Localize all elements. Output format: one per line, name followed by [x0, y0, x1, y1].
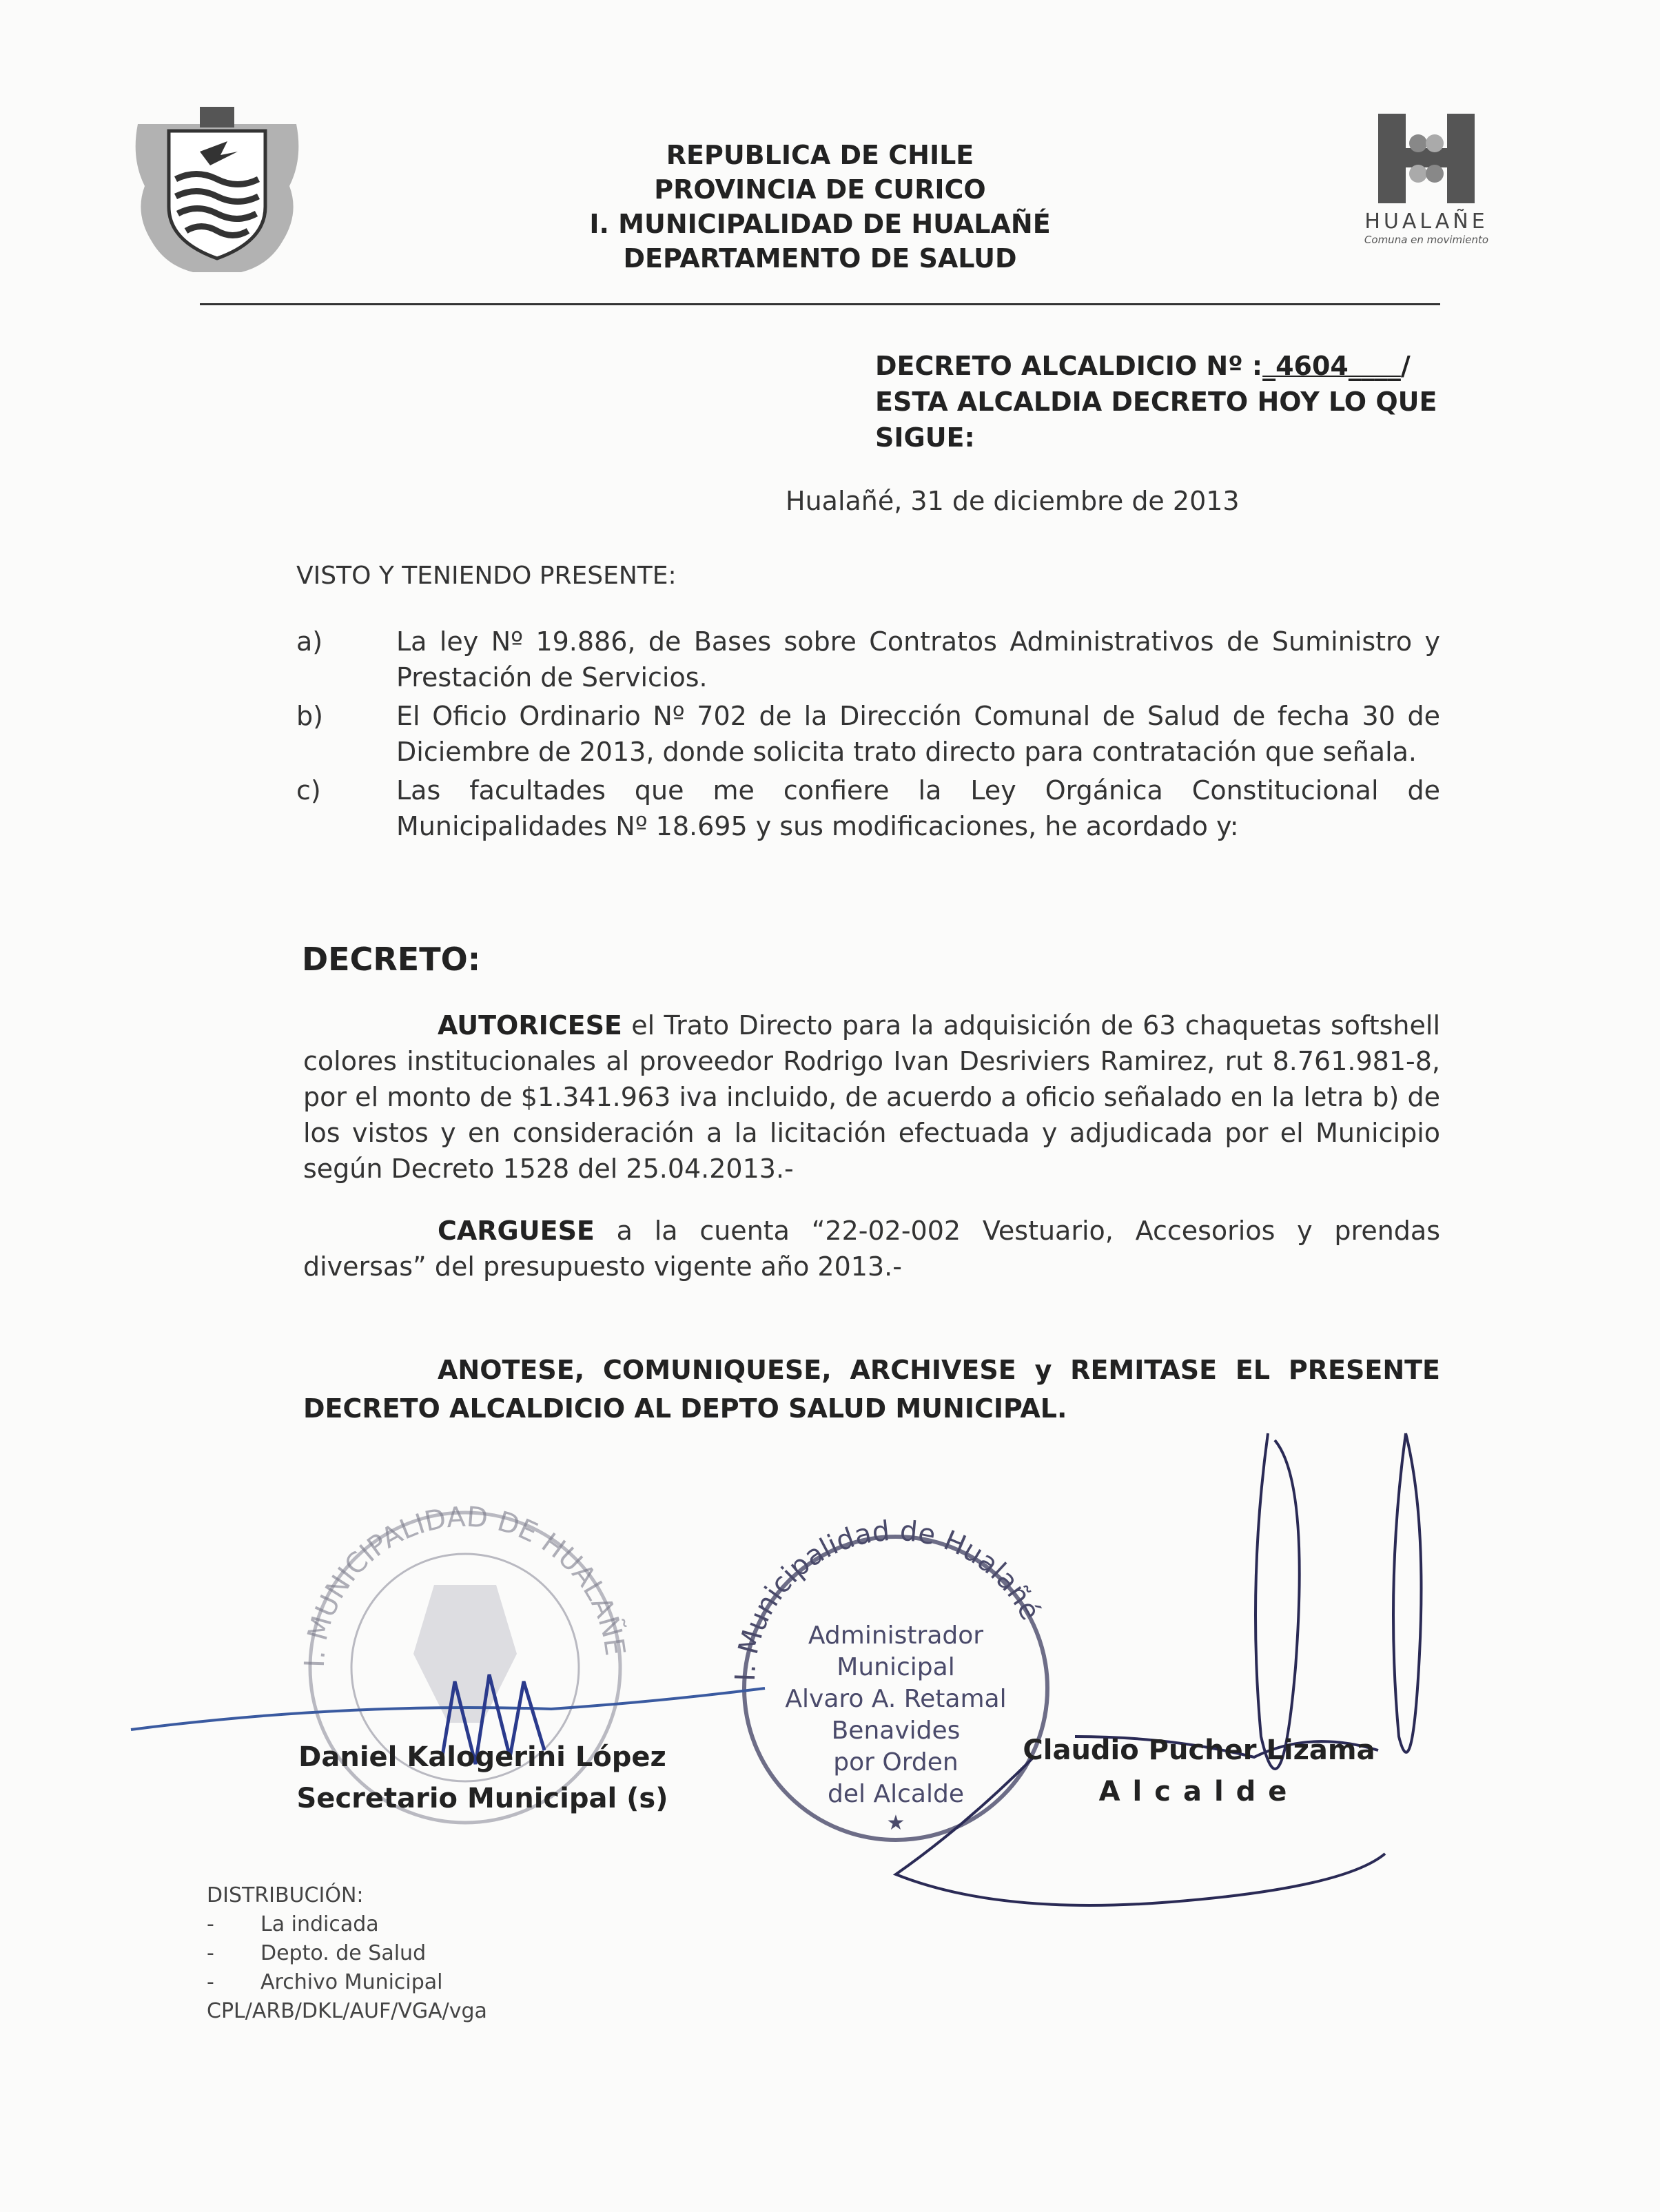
signer-title: Alcalde — [1098, 1776, 1300, 1808]
logo-tagline: Comuna en movimiento — [1364, 234, 1489, 246]
hualane-logo — [1351, 110, 1502, 255]
signer-name: Claudio Pucher Lizama — [1023, 1734, 1375, 1766]
signer-title: Secretario Municipal (s) — [296, 1783, 668, 1814]
visto-heading: VISTO Y TENIENDO PRESENTE: — [296, 562, 677, 590]
mayor-signature-block — [1006, 1730, 1392, 1812]
distribution-heading: DISTRIBUCIÓN: — [207, 1883, 364, 1907]
item-letter: a) — [296, 626, 323, 657]
item-text: El Oficio Ordinario Nº 702 de la Dirección Comunal de Salud de fecha 30 de Diciembre de 2013, donde solicita trato directo para contratación que señala. — [396, 701, 1440, 767]
secretary-signature-block — [276, 1737, 689, 1819]
seal-line: por Orden — [833, 1748, 959, 1776]
distribution-item: Archivo Municipal — [260, 1970, 443, 1994]
item-text: Las facultades que me confiere la Ley Orgánica Constitucional de Municipalidades Nº 18.695 y sus modificaciones, he acordado y: — [396, 775, 1440, 841]
distribution-item: Depto. de Salud — [260, 1941, 427, 1965]
decree-label: DECRETO ALCALDICIO Nº : — [875, 351, 1263, 381]
closing-statement — [303, 1351, 1440, 1428]
charge-paragraph — [303, 1213, 1440, 1284]
administrator-seal-ring-text: I. Municipalidad de Hualañé — [729, 1515, 1047, 1682]
decree-heading — [875, 348, 1495, 455]
decree-line: SIGUE: — [875, 422, 975, 453]
paragraph-keyword: CARGUESE — [438, 1216, 595, 1246]
decreto-title: DECRETO: — [302, 941, 481, 978]
paragraph-text: el Trato Directo para la adquisición de 63 chaquetas softshell colores institucionales al proveedor Rodrigo Ivan Desriviers Ramirez, rut 8.761.981-8, por el monto de $1.341.963 iva incluido, de acuerdo a oficio señalado en la letra b) de los vistos y en consideración a la licitación efectuada y adjudicada por el Municipio según Decreto 1528 del 25.04.2013.- — [303, 1010, 1440, 1184]
administrator-seal — [744, 1537, 1047, 1840]
item-letter: b) — [296, 701, 323, 731]
item-letter: c) — [296, 775, 321, 806]
hualane-h-icon — [1371, 110, 1482, 207]
signature-line-icon — [131, 1688, 765, 1730]
list-item — [296, 698, 1440, 770]
place-date: Hualañé, 31 de diciembre de 2013 — [786, 486, 1240, 516]
secretary-seal-ring-text: I. MUNICIPALIDAD DE HUALAÑE — [298, 1501, 631, 1668]
closing-text: ANOTESE, COMUNIQUESE, ARCHIVESE y REMITASE EL PRESENTE DECRETO ALCALDICIO AL DEPTO SALUD MUNICIPAL. — [303, 1355, 1440, 1424]
municipal-crest-logo — [124, 103, 310, 283]
seal-line: Municipal — [837, 1653, 955, 1681]
list-item: - Archivo Municipal — [207, 1970, 443, 1994]
considerations-list — [296, 624, 1440, 847]
signer-name: Daniel Kalogerini López — [298, 1741, 666, 1773]
seal-line: del Alcalde — [828, 1780, 964, 1808]
list-item: - Depto. de Salud — [207, 1941, 427, 1965]
header-line: PROVINCIA DE CURICO — [654, 174, 986, 205]
paragraph-text: a la cuenta “22-02-002 Vestuario, Accesorios y prendas diversas” del presupuesto vigente año 2013.- — [303, 1216, 1440, 1282]
star-icon: ★ — [886, 1811, 905, 1835]
mayor-signature-icon — [1256, 1433, 1300, 1769]
distribution-item: La indicada — [260, 1912, 379, 1936]
authorization-paragraph — [303, 1007, 1440, 1187]
decree-slash: / — [1400, 351, 1411, 381]
distribution-block — [207, 1881, 487, 2026]
header-line: I. MUNICIPALIDAD DE HUALAÑÉ — [589, 209, 1051, 239]
list-item — [296, 772, 1440, 844]
item-text: La ley Nº 19.886, de Bases sobre Contratos Administrativos de Suministro y Prestación de Servicios. — [396, 626, 1440, 693]
paragraph-keyword: AUTORICESE — [438, 1010, 622, 1041]
seal-line: Administrador — [808, 1621, 984, 1650]
initials: CPL/ARB/DKL/AUF/VGA/vga — [207, 1999, 487, 2023]
seal-line: Alvaro A. Retamal — [785, 1685, 1007, 1713]
header-line: REPUBLICA DE CHILE — [666, 140, 974, 170]
administrator-seal-lines — [785, 1621, 1006, 1808]
decree-number: _4604____ — [1262, 351, 1401, 381]
logo-name: HUALAÑE — [1364, 209, 1488, 234]
header-divider — [200, 303, 1440, 305]
decree-line: ESTA ALCALDIA DECRETO HOY LO QUE — [875, 387, 1437, 417]
list-item — [296, 624, 1440, 695]
institution-header — [482, 138, 1158, 276]
seal-line: Benavides — [831, 1717, 961, 1745]
header-line: DEPARTAMENTO DE SALUD — [623, 243, 1017, 274]
list-item: - La indicada — [207, 1912, 379, 1936]
